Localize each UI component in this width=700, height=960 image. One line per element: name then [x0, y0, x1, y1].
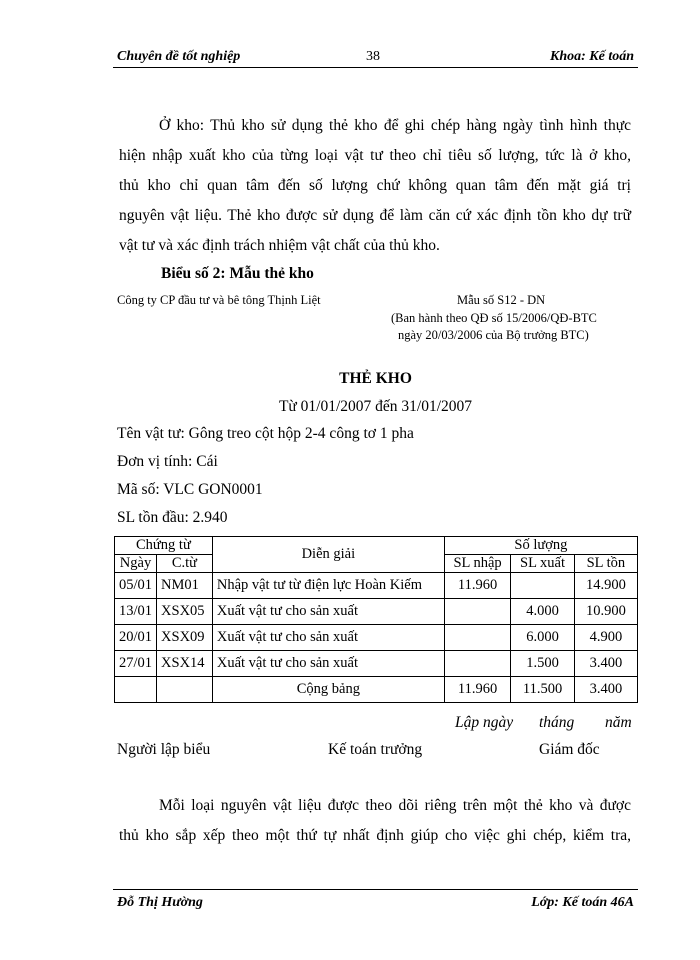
header-stock: SL tồn — [574, 555, 637, 573]
regulation-line-1: (Ban hành theo QĐ số 15/2006/QĐ-BTC — [391, 311, 597, 325]
signature-preparer: Người lập biểu — [117, 741, 211, 758]
cell-qty-out: 6.000 — [511, 625, 574, 651]
paragraph-line: vật tư và xác định trách nhiệm vật chất của thủ kho. — [119, 237, 440, 254]
cell-voucher: NM01 — [157, 573, 213, 599]
header-qty-out: SL xuất — [511, 555, 574, 573]
stock-card-table — [114, 536, 638, 703]
signature-chief-accountant: Kế toán trưởng — [328, 741, 423, 758]
cell-date: 27/01 — [115, 651, 157, 677]
form-number: Mẫu số S12 - DN — [457, 293, 546, 307]
cell-description: Nhập vật tư từ điện lực Hoàn Kiếm — [212, 573, 444, 599]
cell-voucher: XSX09 — [157, 625, 213, 651]
header-quantity-group: Số lượng — [444, 537, 637, 555]
page-number: 38 — [366, 49, 380, 64]
header-date: Ngày — [115, 555, 157, 573]
cell-qty-in — [444, 651, 510, 677]
paragraph-line: nguyên vật liệu. Thẻ kho được sử dụng để làm căn cứ xác định tồn kho dự trữ — [119, 207, 631, 224]
cell-description: Xuất vật tư cho sản xuất — [212, 625, 444, 651]
table-row — [115, 651, 638, 677]
cell-description: Xuất vật tư cho sản xuất — [212, 651, 444, 677]
regulation-line-2: ngày 20/03/2006 của Bộ trưởng BTC) — [398, 328, 589, 342]
cell-voucher: XSX05 — [157, 599, 213, 625]
paragraph-line: Mỗi loại nguyên vật liệu được theo dõi riêng trên một thẻ kho và được — [159, 797, 631, 814]
cell-qty-out: 4.000 — [511, 599, 574, 625]
header-right: Khoa: Kế toán — [549, 49, 634, 64]
header-rule — [113, 67, 638, 68]
table-total-row — [115, 677, 638, 703]
total-qty-out: 11.500 — [511, 677, 574, 703]
signature-director: Giám đốc — [539, 741, 600, 758]
header-qty-in: SL nhập — [444, 555, 510, 573]
form-caption: Biểu số 2: Mẫu thẻ kho — [161, 265, 314, 282]
cell-qty-in — [444, 625, 510, 651]
total-label: Cộng bảng — [212, 677, 444, 703]
date-line-year: năm — [605, 714, 632, 731]
paragraph-1 — [119, 111, 631, 261]
table-row — [115, 599, 638, 625]
item-code: Mã số: VLC GON0001 — [117, 481, 263, 498]
cell-date: 20/01 — [115, 625, 157, 651]
header-voucher-group: Chứng từ — [115, 537, 213, 555]
table-row — [115, 573, 638, 599]
header-left: Chuyên đề tốt nghiệp — [117, 49, 241, 64]
header-voucher-no: C.từ — [157, 555, 213, 573]
cell-qty-in — [444, 599, 510, 625]
paragraph-line: hiện nhập xuất kho của từng loại vật tư theo chỉ tiêu số lượng, tức là ở kho, — [119, 147, 631, 164]
card-title: THẺ KHO — [339, 370, 412, 387]
cell-empty — [115, 677, 157, 703]
cell-date: 05/01 — [115, 573, 157, 599]
total-stock: 3.400 — [574, 677, 637, 703]
footer-rule — [113, 889, 638, 890]
header-description: Diễn giải — [212, 537, 444, 573]
table-header-row — [115, 537, 638, 555]
cell-qty-out — [511, 573, 574, 599]
paragraph-line: Ở kho: Thủ kho sử dụng thẻ kho để ghi chép hàng ngày tình hình thực — [159, 117, 631, 134]
footer-class: Lớp: Kế toán 46A — [531, 895, 634, 910]
paragraph-line: thủ kho chỉ quan tâm đến số lượng chứ không quan tâm đến mặt giá trị — [119, 177, 631, 194]
cell-empty — [157, 677, 213, 703]
cell-stock: 14.900 — [574, 573, 637, 599]
footer-author: Đỗ Thị Hường — [117, 895, 203, 910]
cell-date: 13/01 — [115, 599, 157, 625]
date-line-month: tháng — [539, 714, 575, 731]
date-line-day: Lập ngày — [455, 714, 514, 731]
total-qty-in: 11.960 — [444, 677, 510, 703]
company-name: Công ty CP đầu tư và bê tông Thịnh Liệt — [117, 293, 321, 307]
cell-voucher: XSX14 — [157, 651, 213, 677]
item-name: Tên vật tư: Gông treo cột hộp 2-4 công tơ 1 pha — [117, 425, 414, 442]
paragraph-2 — [119, 791, 631, 851]
unit-of-measure: Đơn vị tính: Cái — [117, 453, 218, 470]
cell-stock: 3.400 — [574, 651, 637, 677]
paragraph-line: thủ kho sắp xếp theo một thứ tự nhất định giúp cho việc ghi chép, kiểm tra, — [119, 827, 631, 844]
card-period: Từ 01/01/2007 đến 31/01/2007 — [278, 398, 473, 415]
cell-qty-out: 1.500 — [511, 651, 574, 677]
opening-balance: SL tồn đầu: 2.940 — [117, 509, 228, 526]
cell-description: Xuất vật tư cho sản xuất — [212, 599, 444, 625]
cell-qty-in: 11.960 — [444, 573, 510, 599]
cell-stock: 10.900 — [574, 599, 637, 625]
table-row — [115, 625, 638, 651]
cell-stock: 4.900 — [574, 625, 637, 651]
